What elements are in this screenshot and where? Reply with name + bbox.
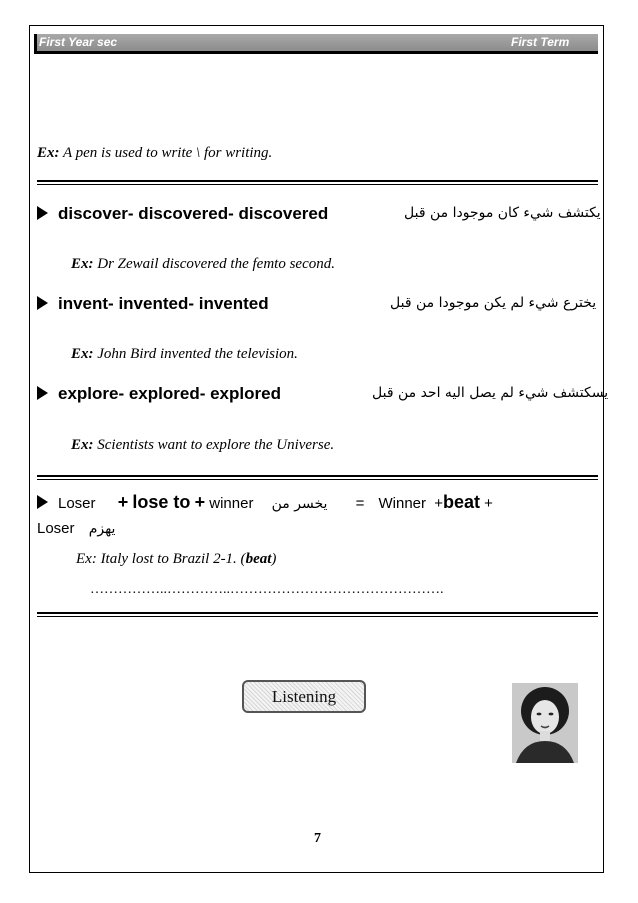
example-lose bbox=[76, 551, 276, 568]
beat-word: beat bbox=[442, 492, 480, 512]
divider-middle bbox=[37, 475, 598, 480]
arabic-beat: يهزم bbox=[88, 521, 116, 537]
woman-portrait-photo bbox=[512, 683, 578, 763]
verb-row-discover bbox=[37, 204, 328, 224]
triangle-bullet-icon bbox=[37, 386, 48, 400]
plus-sign: + bbox=[194, 492, 206, 512]
arabic-meaning-explore: يسكتشف شيء لم يصل اليه احد من قبل bbox=[372, 385, 609, 401]
example-explore bbox=[71, 437, 334, 454]
plus-sign: + bbox=[117, 492, 129, 512]
header-year: First Year sec bbox=[39, 35, 118, 49]
example-discover bbox=[71, 256, 335, 273]
example-prefix: Ex: bbox=[71, 437, 94, 453]
lose-to-phrase: lose to bbox=[132, 492, 191, 512]
lose-rule-line-2 bbox=[37, 520, 115, 537]
arabic-meaning-invent: يخترع شيء لم يكن موجودا من قبل bbox=[390, 295, 597, 311]
arabic-lose-to: يخسر من bbox=[271, 496, 328, 512]
example-lose-close: ) bbox=[271, 551, 277, 567]
listening-label: Listening bbox=[271, 687, 337, 706]
verb-forms: discover- discovered- discovered bbox=[58, 204, 329, 223]
plus-sign: + bbox=[484, 495, 493, 512]
plus-sign: + bbox=[434, 495, 443, 512]
winner-word: winner bbox=[209, 495, 254, 512]
winner-word-2: Winner bbox=[378, 495, 427, 512]
loser-word: Loser bbox=[58, 495, 96, 512]
example-prefix: Ex: bbox=[71, 346, 94, 362]
verb-forms: explore- explored- explored bbox=[58, 384, 281, 403]
example-prefix: Ex: bbox=[37, 145, 60, 161]
verb-forms: invent- invented- invented bbox=[58, 294, 269, 313]
example-beat-word: beat bbox=[245, 551, 272, 567]
triangle-bullet-icon bbox=[37, 495, 48, 509]
example-pen bbox=[37, 145, 272, 162]
arabic-meaning-discover: يكتشف شيء كان موجودا من قبل bbox=[404, 205, 601, 221]
example-text: Dr Zewail discovered the femto second. bbox=[93, 256, 335, 272]
loser-word-2: Loser bbox=[37, 520, 75, 537]
verb-row-explore bbox=[37, 384, 281, 404]
example-prefix: Ex: bbox=[71, 256, 94, 272]
example-invent bbox=[71, 346, 298, 363]
example-text: Scientists want to explore the Universe. bbox=[93, 437, 335, 453]
listening-label-box bbox=[242, 680, 366, 713]
page-number: 7 bbox=[314, 831, 321, 846]
lose-rule-line bbox=[37, 492, 493, 513]
example-text: A pen is used to write \ for writing. bbox=[59, 145, 273, 161]
answer-dots-line: ……………..…………..………………………………………. bbox=[90, 582, 444, 597]
triangle-bullet-icon bbox=[37, 296, 48, 310]
example-lose-text: Ex: Italy lost to Brazil 2-1. ( bbox=[76, 551, 246, 567]
verb-row-invent bbox=[37, 294, 269, 314]
divider-top bbox=[37, 180, 598, 185]
triangle-bullet-icon bbox=[37, 206, 48, 220]
divider-bottom bbox=[37, 612, 598, 617]
equals-sign: = bbox=[355, 495, 365, 512]
example-text: John Bird invented the television. bbox=[93, 346, 298, 362]
header-term: First Term bbox=[511, 35, 570, 49]
portrait-icon bbox=[512, 683, 578, 763]
